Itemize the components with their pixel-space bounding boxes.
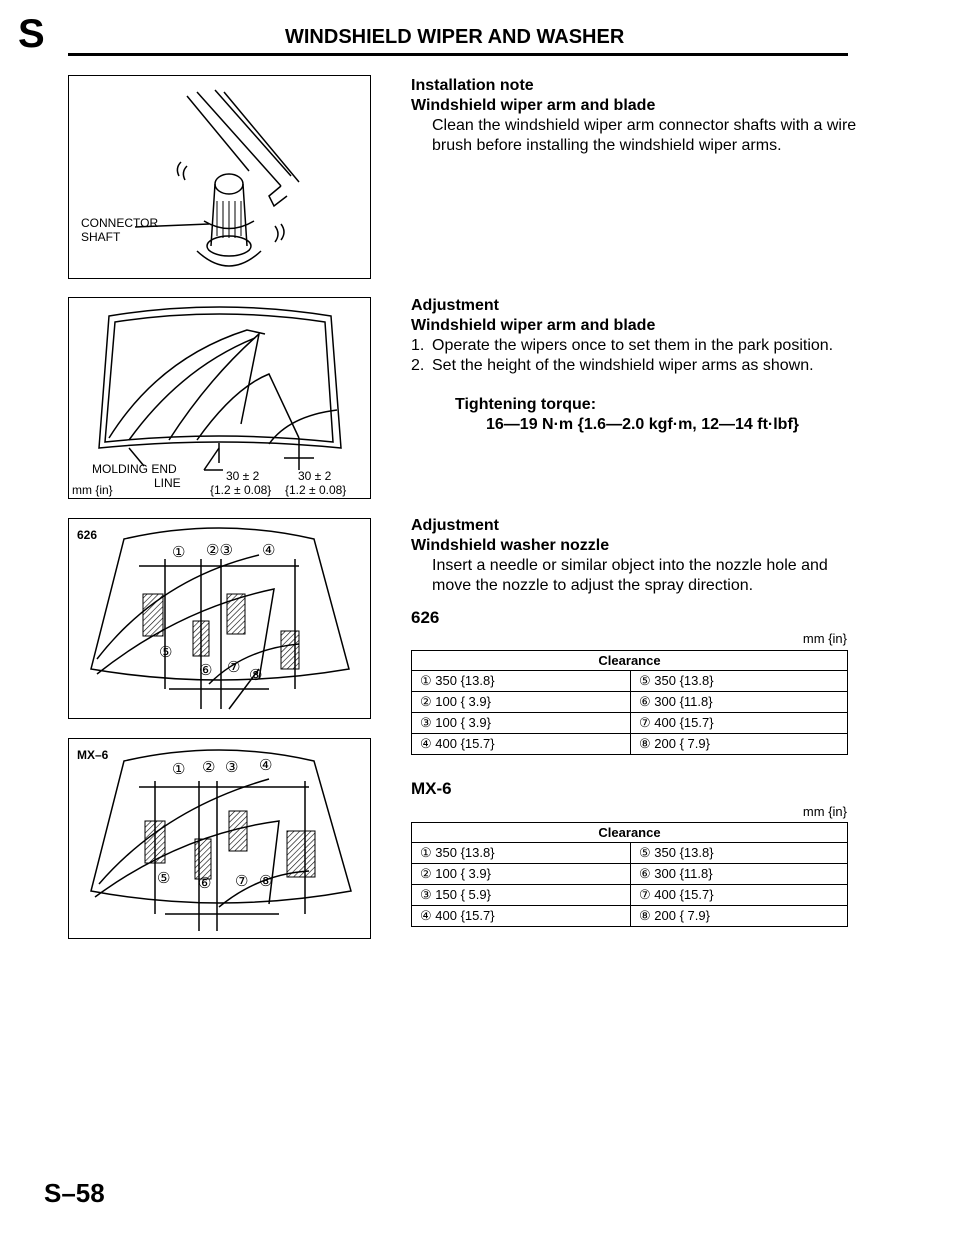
figure-626-nozzle bbox=[68, 518, 371, 719]
table-row bbox=[412, 713, 848, 734]
marker-6: ⑥ bbox=[199, 662, 213, 679]
section-letter: S bbox=[18, 12, 45, 56]
marker-7: ⑦ bbox=[235, 873, 249, 890]
connector-shaft-drawing bbox=[69, 76, 370, 278]
clearance-table-mx6 bbox=[411, 822, 848, 927]
table-cell: ② 100 { 3.9} bbox=[412, 692, 631, 713]
step-item bbox=[411, 356, 861, 376]
step-text: Operate the wipers once to set them in the park position. bbox=[432, 337, 834, 354]
table-unit-mx6: mm {in} bbox=[802, 804, 847, 819]
table-row bbox=[412, 692, 848, 713]
table-cell: ⑤ 350 {13.8} bbox=[631, 671, 848, 692]
table-cell: ⑦ 400 {15.7} bbox=[631, 885, 848, 906]
marker-1: ① bbox=[172, 544, 186, 561]
dimension-left-in: {1.2 ± 0.08} bbox=[210, 483, 272, 497]
table-row bbox=[412, 885, 848, 906]
section-body: Insert a needle or similar object into the nozzle hole and move the nozzle to adjust the spray direction. bbox=[432, 557, 828, 594]
table-cell: ① 350 {13.8} bbox=[412, 671, 631, 692]
table-cell: ⑦ 400 {15.7} bbox=[631, 713, 848, 734]
table-cell: ⑧ 200 { 7.9} bbox=[631, 906, 848, 927]
model-label-mx6: MX–6 bbox=[77, 748, 109, 762]
section-subheading: Windshield wiper arm and blade bbox=[411, 97, 656, 114]
section-subheading: Windshield washer nozzle bbox=[411, 537, 610, 554]
section-heading: Adjustment bbox=[411, 517, 499, 534]
marker-7: ⑦ bbox=[227, 659, 241, 676]
step-text: Set the height of the windshield wiper arms as shown. bbox=[432, 357, 814, 374]
label-line: LINE bbox=[154, 476, 181, 490]
table-cell: ⑤ 350 {13.8} bbox=[631, 843, 848, 864]
marker-8: ⑧ bbox=[249, 667, 263, 684]
table-row bbox=[412, 864, 848, 885]
marker-3: ③ bbox=[225, 759, 239, 776]
section-adjustment-arm bbox=[411, 296, 861, 435]
page-number: S–58 bbox=[44, 1178, 105, 1208]
table-cell: ④ 400 {15.7} bbox=[412, 734, 631, 755]
figure-mx6-nozzle bbox=[68, 738, 371, 939]
step-item bbox=[411, 336, 861, 356]
table-cell: ⑥ 300 {11.8} bbox=[631, 692, 848, 713]
table-cell: ⑧ 200 { 7.9} bbox=[631, 734, 848, 755]
figure-wiper-arm-height bbox=[68, 297, 371, 499]
spray-pattern-mx6-drawing bbox=[69, 739, 370, 938]
marker-2: ② bbox=[202, 759, 216, 776]
table-row bbox=[412, 671, 848, 692]
table-cell: ① 350 {13.8} bbox=[412, 843, 631, 864]
clearance-table-626 bbox=[411, 650, 848, 755]
figure-connector-shaft bbox=[68, 75, 371, 279]
marker-8: ⑧ bbox=[259, 873, 273, 890]
header-rule bbox=[68, 53, 848, 56]
table-row bbox=[412, 843, 848, 864]
table-cell: ③ 150 { 5.9} bbox=[412, 885, 631, 906]
marker-4: ④ bbox=[259, 757, 273, 774]
table-cell: ② 100 { 3.9} bbox=[412, 864, 631, 885]
section-heading: Installation note bbox=[411, 77, 534, 94]
dimension-left: 30 ± 2 bbox=[226, 469, 260, 483]
torque-label: Tightening torque: bbox=[455, 396, 597, 413]
marker-5: ⑤ bbox=[157, 870, 171, 887]
marker-1: ① bbox=[172, 761, 186, 778]
model-label-626: 626 bbox=[77, 528, 98, 542]
label-connector: CONNECTOR bbox=[81, 216, 159, 230]
label-units: mm {in} bbox=[72, 483, 113, 497]
torque-value: 16—19 N·m {1.6—2.0 kgf·m, 12—14 ft·lbf} bbox=[486, 416, 799, 433]
dimension-right-in: {1.2 ± 0.08} bbox=[285, 483, 347, 497]
marker-2-3: ②③ bbox=[206, 542, 233, 559]
table-row bbox=[412, 734, 848, 755]
table-title-mx6: MX-6 bbox=[411, 779, 452, 798]
table-title-626: 626 bbox=[411, 608, 440, 627]
section-heading: Adjustment bbox=[411, 297, 499, 314]
section-subheading: Windshield wiper arm and blade bbox=[411, 317, 656, 334]
label-shaft: SHAFT bbox=[81, 230, 121, 244]
section-installation-note bbox=[411, 76, 861, 156]
table-row bbox=[412, 906, 848, 927]
dimension-right: 30 ± 2 bbox=[298, 469, 332, 483]
page-title: WINDSHIELD WIPER AND WASHER bbox=[285, 26, 625, 48]
table-header: Clearance bbox=[412, 651, 848, 671]
marker-5: ⑤ bbox=[159, 644, 173, 661]
step-number: 2. bbox=[411, 357, 425, 374]
table-cell: ③ 100 { 3.9} bbox=[412, 713, 631, 734]
marker-6: ⑥ bbox=[198, 875, 212, 892]
label-molding-end: MOLDING END bbox=[92, 462, 177, 476]
table-cell: ⑥ 300 {11.8} bbox=[631, 864, 848, 885]
marker-4: ④ bbox=[262, 542, 276, 559]
section-body: Clean the windshield wiper arm connector shafts with a wire brush before installing the windshield wiper arms. bbox=[432, 117, 857, 154]
section-adjustment-nozzle bbox=[411, 516, 861, 596]
table-unit-626: mm {in} bbox=[802, 631, 847, 646]
table-header: Clearance bbox=[412, 823, 848, 843]
table-cell: ④ 400 {15.7} bbox=[412, 906, 631, 927]
step-number: 1. bbox=[411, 337, 425, 354]
